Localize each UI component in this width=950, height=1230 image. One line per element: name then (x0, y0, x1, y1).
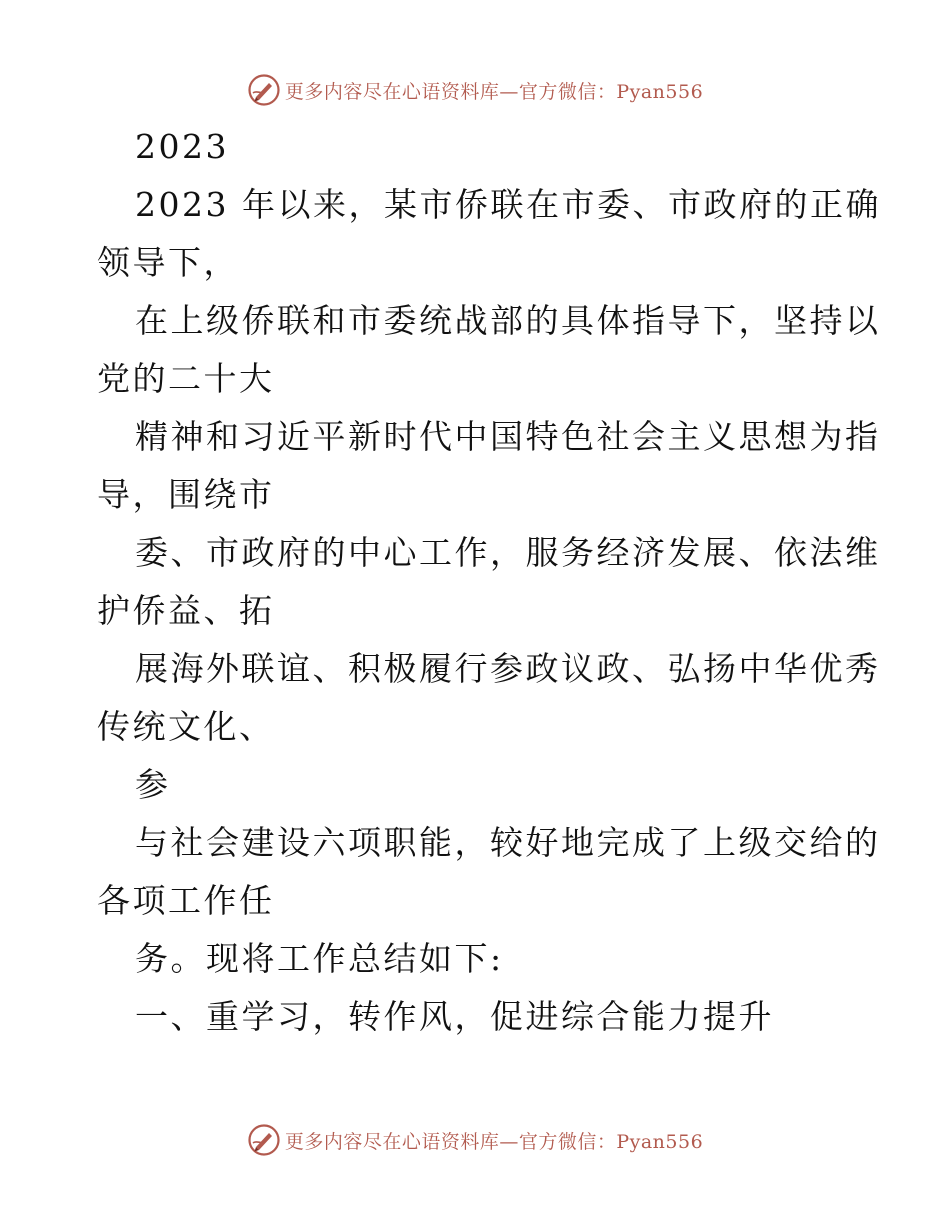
footer-banner (0, 1120, 950, 1160)
document-body (97, 118, 881, 1046)
text-line: 护侨益、拓 (97, 591, 275, 630)
text-line: 在上级侨联和市委统战部的具体指导下，坚持以 (135, 301, 881, 340)
text-line: 领导下， (97, 243, 239, 282)
text-line: 2023 年以来，某市侨联在市委、市政府的正确 (135, 185, 881, 224)
text-line: 导，围绕市 (97, 475, 275, 514)
header-banner (0, 70, 950, 110)
pen-logo-icon (247, 73, 281, 107)
text-line: 委、市政府的中心工作，服务经济发展、依法维 (135, 533, 881, 572)
text-line: 务。现将工作总结如下: (135, 939, 504, 978)
text-line: 2023 (135, 127, 229, 166)
text-line: 参 (135, 765, 171, 804)
text-line: 党的二十大 (97, 359, 275, 398)
text-line: 一、重学习，转作风，促进综合能力提升 (135, 997, 774, 1036)
banner-text: 更多内容尽在心语资料库—官方微信：Pyan556 (284, 1130, 704, 1153)
text-line: 展海外联谊、积极履行参政议政、弘扬中华优秀 (135, 649, 881, 688)
text-line: 各项工作任 (97, 881, 275, 920)
text-line: 与社会建设六项职能，较好地完成了上级交给的 (135, 823, 881, 862)
text-line: 传统文化、 (97, 707, 275, 746)
pen-logo-icon (247, 1123, 281, 1157)
banner-text: 更多内容尽在心语资料库—官方微信：Pyan556 (284, 80, 704, 103)
text-line: 精神和习近平新时代中国特色社会主义思想为指 (135, 417, 881, 456)
